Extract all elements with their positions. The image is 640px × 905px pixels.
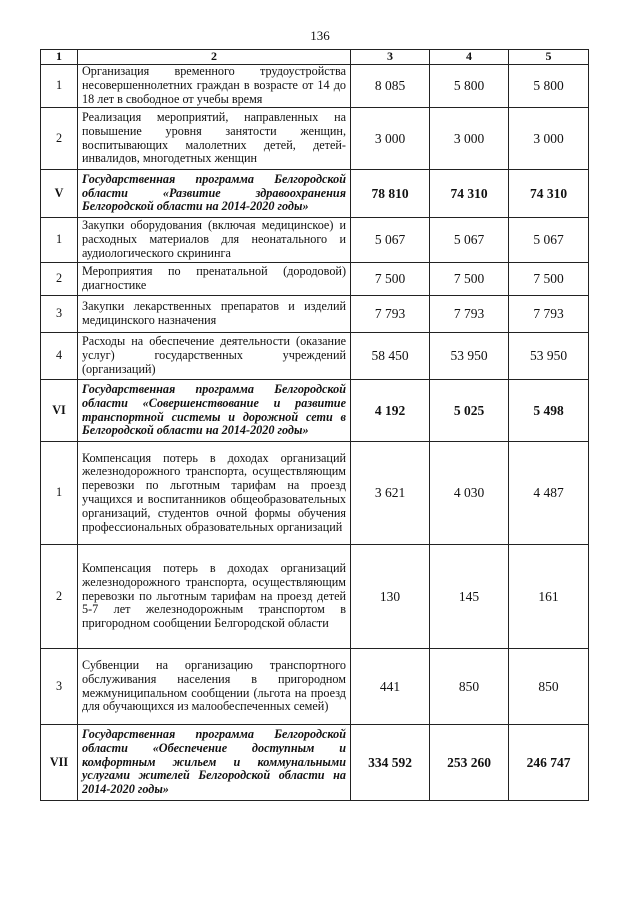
page-number: 136 xyxy=(310,28,330,43)
value-col-3: 78 810 xyxy=(351,170,430,218)
value-col-3: 7 500 xyxy=(351,263,430,296)
row-description: Закупки лекарственных препаратов и изделий медицинского назначения xyxy=(78,296,351,333)
value-col-4: 145 xyxy=(430,545,509,649)
row-description: Мероприятия по пренатальной (дородовой) диагностике xyxy=(78,263,351,296)
value-col-3: 58 450 xyxy=(351,333,430,380)
value-col-5: 850 xyxy=(509,649,589,725)
table-row xyxy=(41,649,589,725)
row-description: Государственная программа Белгородской области «Совершенствование и развитие транспортной системы и дорожной сети в Белгородской области на 2014-2020 годы» xyxy=(78,380,351,442)
value-col-4: 5 025 xyxy=(430,380,509,442)
value-col-3: 4 192 xyxy=(351,380,430,442)
row-description: Государственная программа Белгородской области «Развитие здравоохранения Белгородской области на 2014-2020 годы» xyxy=(78,170,351,218)
header-col-5: 5 xyxy=(509,50,589,65)
value-col-5: 74 310 xyxy=(509,170,589,218)
value-col-4: 253 260 xyxy=(430,725,509,801)
table-row xyxy=(41,442,589,545)
value-col-4: 53 950 xyxy=(430,333,509,380)
value-col-5: 7 500 xyxy=(509,263,589,296)
value-col-4: 3 000 xyxy=(430,108,509,170)
value-col-5: 53 950 xyxy=(509,333,589,380)
table-row xyxy=(41,545,589,649)
value-col-5: 5 498 xyxy=(509,380,589,442)
row-number: VII xyxy=(41,725,78,801)
value-col-4: 74 310 xyxy=(430,170,509,218)
row-number: 1 xyxy=(41,442,78,545)
header-col-4: 4 xyxy=(430,50,509,65)
value-col-5: 5 800 xyxy=(509,65,589,108)
budget-table xyxy=(40,49,589,801)
row-number: 2 xyxy=(41,263,78,296)
value-col-3: 8 085 xyxy=(351,65,430,108)
value-col-3: 441 xyxy=(351,649,430,725)
row-number: 4 xyxy=(41,333,78,380)
row-number: 1 xyxy=(41,218,78,263)
value-col-4: 7 500 xyxy=(430,263,509,296)
value-col-4: 7 793 xyxy=(430,296,509,333)
value-col-5: 246 747 xyxy=(509,725,589,801)
value-col-5: 5 067 xyxy=(509,218,589,263)
value-col-3: 7 793 xyxy=(351,296,430,333)
value-col-5: 7 793 xyxy=(509,296,589,333)
value-col-3: 130 xyxy=(351,545,430,649)
header-col-3: 3 xyxy=(351,50,430,65)
row-description: Организация временного трудоустройства несовершеннолетних граждан в возрасте от 14 до 18 лет в свободное от учебы время xyxy=(78,65,351,108)
value-col-3: 5 067 xyxy=(351,218,430,263)
value-col-5: 3 000 xyxy=(509,108,589,170)
header-col-2: 2 xyxy=(78,50,351,65)
row-description: Субвенции на организацию транспортного обслуживания населения в пригородном межмуниципальном сообщении (льгота на проезд для обучающихся из малообеспеченных семей) xyxy=(78,649,351,725)
row-number: V xyxy=(41,170,78,218)
table-row xyxy=(41,218,589,263)
value-col-5: 4 487 xyxy=(509,442,589,545)
table-row xyxy=(41,65,589,108)
row-description: Компенсация потерь в доходах организаций железнодорожного транспорта, осуществляющим перевозки по льготным тарифам на проезд детей 5-7 лет железнодорожным транспортом в пригородном сообщении Белгородской области xyxy=(78,545,351,649)
table-row xyxy=(41,108,589,170)
value-col-4: 850 xyxy=(430,649,509,725)
value-col-3: 3 000 xyxy=(351,108,430,170)
row-number: 2 xyxy=(41,545,78,649)
program-row xyxy=(41,380,589,442)
row-number: 1 xyxy=(41,65,78,108)
row-number: 3 xyxy=(41,649,78,725)
row-description: Закупки оборудования (включая медицинское) и расходных материалов для неонатального и аудиологического скрининга xyxy=(78,218,351,263)
row-description: Государственная программа Белгородской области «Обеспечение доступным и комфортным жильем и коммунальными услугами жителей Белгородской области на 2014-2020 годы» xyxy=(78,725,351,801)
table-row xyxy=(41,333,589,380)
value-col-3: 334 592 xyxy=(351,725,430,801)
row-description: Компенсация потерь в доходах организаций железнодорожного транспорта, осуществляющим перевозки по льготным тарифам на проезд учащихся и воспитанников общеобразовательных организаций, студентов очной формы обучения профессиональных образовательных организаций xyxy=(78,442,351,545)
program-row xyxy=(41,170,589,218)
row-description: Реализация мероприятий, направленных на повышение уровня занятости женщин, воспитывающих малолетних детей, детей-инвалидов, многодетных женщин xyxy=(78,108,351,170)
row-number: 3 xyxy=(41,296,78,333)
header-col-1: 1 xyxy=(41,50,78,65)
row-description: Расходы на обеспечение деятельности (оказание услуг) государственных учреждений (организаций) xyxy=(78,333,351,380)
table-row xyxy=(41,296,589,333)
program-row xyxy=(41,725,589,801)
table-row xyxy=(41,263,589,296)
value-col-3: 3 621 xyxy=(351,442,430,545)
row-number: 2 xyxy=(41,108,78,170)
value-col-4: 4 030 xyxy=(430,442,509,545)
value-col-4: 5 800 xyxy=(430,65,509,108)
value-col-5: 161 xyxy=(509,545,589,649)
row-number: VI xyxy=(41,380,78,442)
table-header-row xyxy=(41,50,589,65)
value-col-4: 5 067 xyxy=(430,218,509,263)
